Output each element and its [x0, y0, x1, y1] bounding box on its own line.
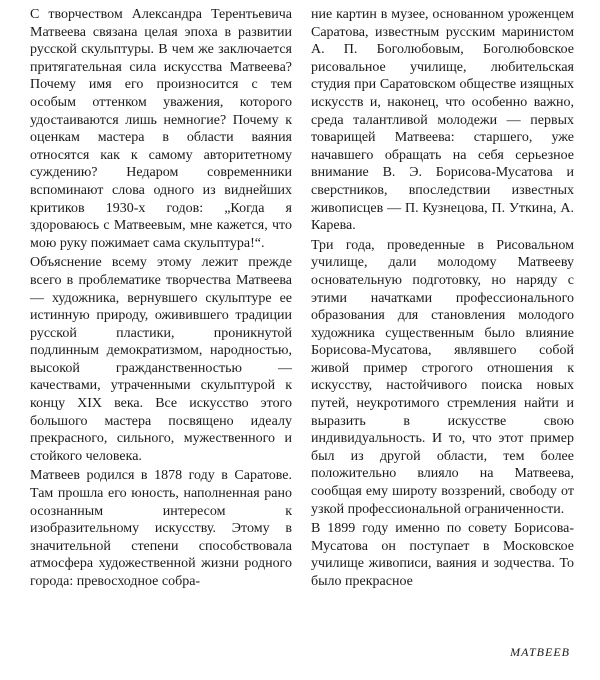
running-title: МАТВЕЕВ: [510, 645, 570, 659]
paragraph: В 1899 году именно по совету Борисова-Мусатова он поступает в Московское училище живописи, ваяния и зодчества. То было прекрасное: [311, 521, 574, 589]
text-column-left: [30, 6, 292, 593]
paragraph: ние картин в музее, основанном уроженцем Саратова, известным русским маринистом А. П. Боголюбовым, Боголюбовское рисовальное училище, любительская студия при Саратовском обществе изящных искусств и, наконец, что особенно важно, среда талантливой молодежи — первых товарищей Матвеева: старшего, уже начавшего обращать на себя серьезное внимание В. Э. Борисова-Мусатова и сверстников, впоследствии известных живописцев — П. Кузнецова, П. Уткина, А. Карева.: [311, 7, 574, 234]
paragraph: С творчеством Александра Терентьевича Матвеева связана целая эпоха в развитии русской скульптуры. В чем же заключается притягательная сила искусства Матвеева? Почему имя его произносится с тем особым оттенком уважения, которого удостаиваются лишь немногие? Почему к оценкам мастера в области ваяния относятся как к самому авторитетному суждению? Недаром современники вспоминают слова одного из виднейших критиков 1930-х годов: „Когда я здороваюсь с Матвеевым, мне кажется, что мою руку пожимает сама скульптура!“.: [30, 7, 292, 251]
paragraph: Матвеев родился в 1878 году в Саратове. Там прошла его юность, наполненная рано осознанным интересом к изобразительному искусству. Этому в значительной степени способствовала атмосфера художественной жизни родного города: превосходное собра-: [30, 468, 292, 589]
paragraph: Три года, проведенные в Рисовальном училище, дали молодому Матвееву основательную подготовку, но наряду с этими начатками профессионального образования для становления молодого художника существенным было влияние Борисова-Мусатова, являвшего собой живой пример строгого отношения к искусству, настойчивого поиска новых путей, неукротимого стремления найти и выразить в искусстве свою индивидуальность. И то, что этот пример был из другой области, тем более положительно влияло на Матвеева, сообщая ему широту воззрений, свободу от узкой профессиональной ограниченности.: [311, 237, 574, 517]
text-column-right: [311, 6, 574, 593]
paragraph: Объяснение всему этому лежит прежде всего в проблематике творчества Матвеева — художника, вернувшего скульптуре ее истинную природу, оживившего традиции русской пластики, проникнутой подлинным демократизмом, народностью, высокой гражданственностью — качествами, утраченными скульптурой к концу XIX века. Все искусство этого большого мастера посвящено идеалу прекрасного, сильного, мужественного и стойкого человека.: [30, 255, 292, 464]
